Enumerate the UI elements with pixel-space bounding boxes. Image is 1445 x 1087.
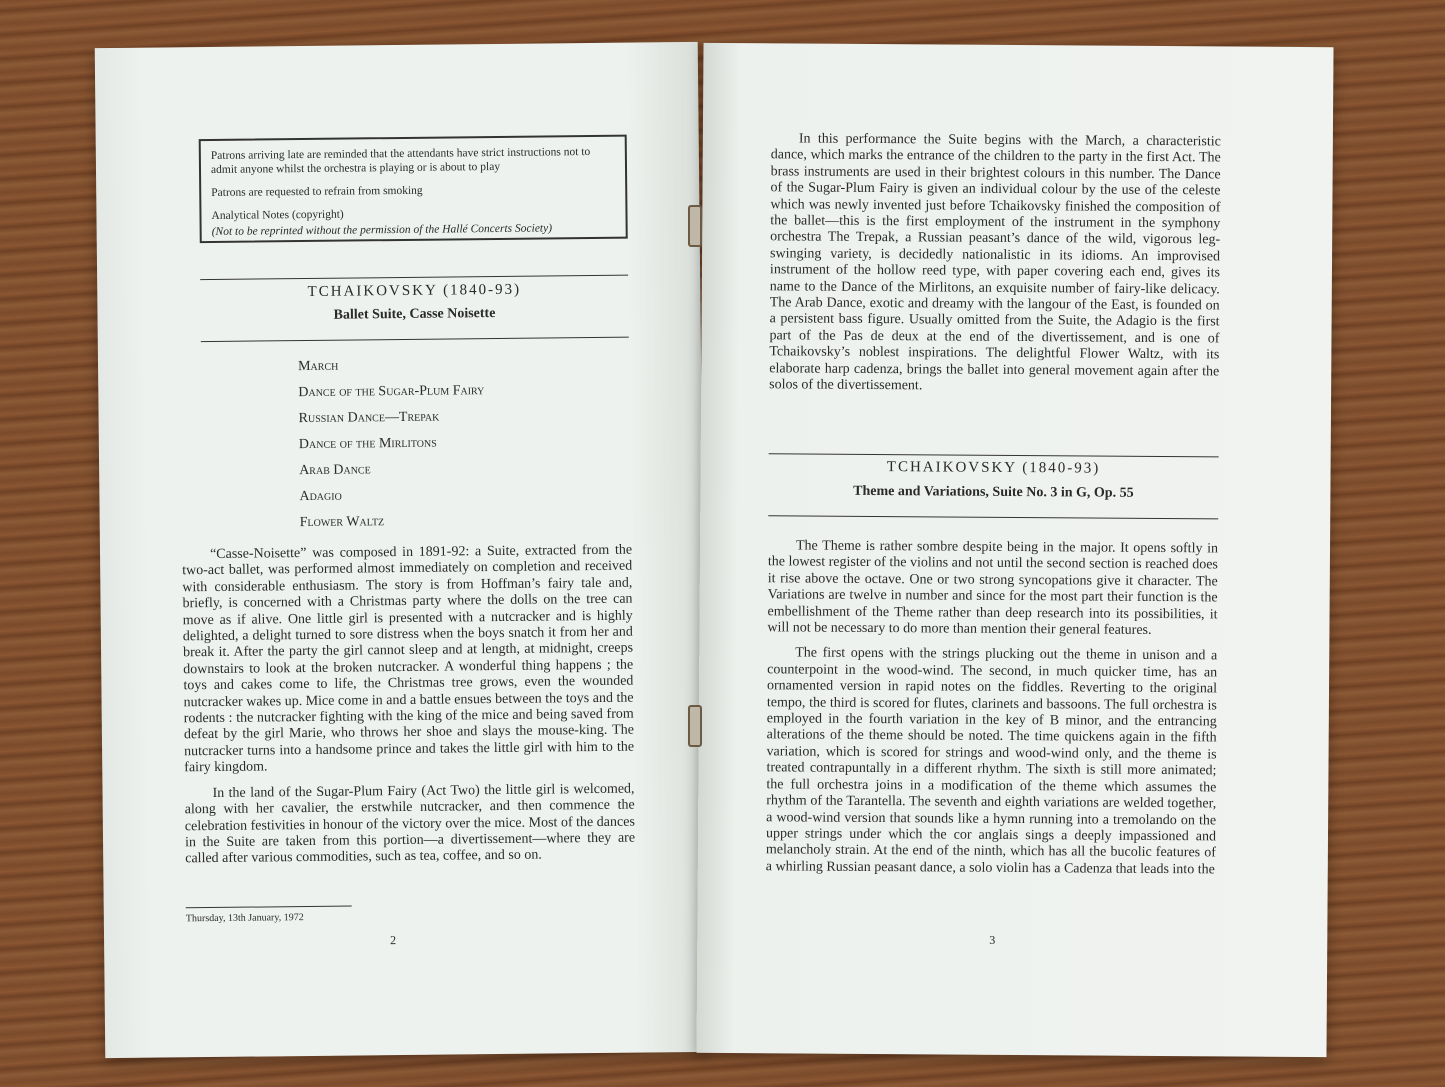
date-divider [186,906,352,909]
page-number: 2 [390,933,397,948]
concert-date: Thursday, 13th January, 1972 [185,912,304,925]
left-body-text [182,543,635,877]
movement-item: Russian Dance—Trepak [298,409,440,427]
right-top-text [769,131,1221,406]
movement-item: Dance of the Mirlitons [298,435,437,453]
movement-item: Dance of the Sugar-Plum Fairy [298,383,485,401]
divider [200,275,628,280]
notice-box [199,135,628,243]
movement-item: March [297,358,339,375]
right-page [696,43,1333,1057]
late-patrons-notice: Patrons arriving late are reminded that the attendants have strict instructions not to admit anyone whilst the orchestra is playing or is about to play [210,146,591,176]
divider [768,515,1218,519]
movement-item: Adagio [299,488,342,505]
right-body-text [766,538,1218,887]
body-paragraph: The first opens with the strings plucking out the theme in unison and a counterpoint in the wood-wind. The second, in much quicker time, has an ornamented version in rapid notes on the fiddles. Reverting to the original tempo, the third is scored for flutes, clarinets and bassoons. The full orchestra is employed in the fourth variation in the key of B minor, and the entrancing alterations of the theme should be noted. The time quickens again in the fifth variation, which is scored for strings and wood-wind only, and the theme is treated contrapuntally in a different rhythm. The sixth is still more animated; the full orchestra joins in a modification of the theme which assumes the rhythm of the Tarantella. The seventh and eighth variations are welded together, a wood-wind version that sounds like a hymn running into a tremolando on the upper strings under which the cor anglais sings a deeply impassioned and melancholy strain. At the end of the ninth, which has all the bucolic features of a whirling Russian peasant dance, a solo violin has a Cadenza that leads into the [765,645,1218,878]
staple-top [688,205,702,247]
left-page [95,42,709,1058]
smoking-notice: Patrons are requested to refrain from smoking [211,184,423,199]
body-paragraph: “Casse-Noisette” was composed in 1891-92: a Suite, extracted from the two-act ballet, was performed almost immediately on completion and received with considerable enthusiasm. The story is from Hoffman’s fairy tale and, briefly, is concerned with a Christmas party where the dolls on the tree can move as if alive. One little girl is presented with a nutcracker and is highly delighted, a delight turned to sore distress when the boys snatch it from her and break it. After the party the girl cannot sleep and at length, at midnight, creeps downstairs to look at the broken nutcracker. A wonderful thing happens ; the toys and cakes come to life, the Christmas tree grows, even the wounded nutcracker wakes up. Mice come in and a battle ensues between the toys and the rodents : the nutcracker fighting with the king of the mice and being saved from defeat by the girl Marie, who throws her shoe and slays the mouse-king. The nutcracker turns into a handsome prince and takes the little girl with him to the fairy kingdom. [182,542,635,776]
movement-item: Arab Dance [299,462,371,479]
page-number: 3 [989,932,996,947]
body-paragraph: In the land of the Sugar-Plum Fairy (Act Two) the little girl is welcomed, along with her cavalier, the erstwhile nutcracker, and then commence the celebration festivities in honour of the victory over the mice. Most of the dances in the Suite are taken from this portion—a divertissement—where they are called after various commodities, such as tea, coffee, and so on. [184,781,636,867]
program-booklet [100,45,1330,1055]
body-paragraph: The Theme is rather sombre despite being in the major. It opens softly in the lowest register of the violins and not until the second section is reached does it rise above the octave. One or two strong syncopations give it character. The Variations are twelve in number and since for the most part their function is the embellishment of the Theme rather than deep research into its possibilities, it will not be necessary to do more than mention their general features. [767,538,1219,638]
staple-bottom [688,705,702,747]
movement-item: Flower Waltz [299,514,385,531]
composer-heading: TCHAIKOVSKY (1840-93) [886,459,1101,477]
copyright-notice: Analytical Notes (copyright) [211,208,344,222]
work-title: Theme and Variations, Suite No. 3 in G, Op. 55 [853,483,1134,501]
composer-heading: TCHAIKOVSKY (1840-93) [307,281,522,300]
movement-list [298,352,486,536]
work-title: Ballet Suite, Casse Noisette [333,306,496,323]
divider [769,453,1219,457]
copyright-subnotice: (Not to be reprinted without the permission of the Hallé Concerts Society) [211,222,553,238]
body-paragraph: In this performance the Suite begins with the March, a characteristic dance, which marks the entrance of the children to the party in the first Act. The brass instruments are used in their brightest colours in this number. The Dance of the Sugar-Plum Fairy is given an individual colour by the use of the celeste which was newly invented just before Tchaikovsky finished the composition of the ballet—this is the first employment of the instrument in the symphony orchestra The Trepak, a Russian peasant’s dance of the wild, vigorous leg-swinging variety, is decidedly nationalistic in its idioms. An improvised instrument of the hollow reed type, with paper covering each end, gives its name to the Dance of the Mirlitons, an exquisite number of fairy-like delicacy. The Arab Dance, exotic and dreamy with the langour of the East, is founded on a persistent bass figure. Usually omitted from the Suite, the Adagio is the first part of the Pas de deux at the end of the divertissement, and is one of Tchaikovsky’s noblest inspirations. The delightful Flower Waltz, with its elaborate harp cadenza, brings the ballet into general movement again after the solos of the divertissement. [769,131,1221,394]
divider [201,337,629,342]
